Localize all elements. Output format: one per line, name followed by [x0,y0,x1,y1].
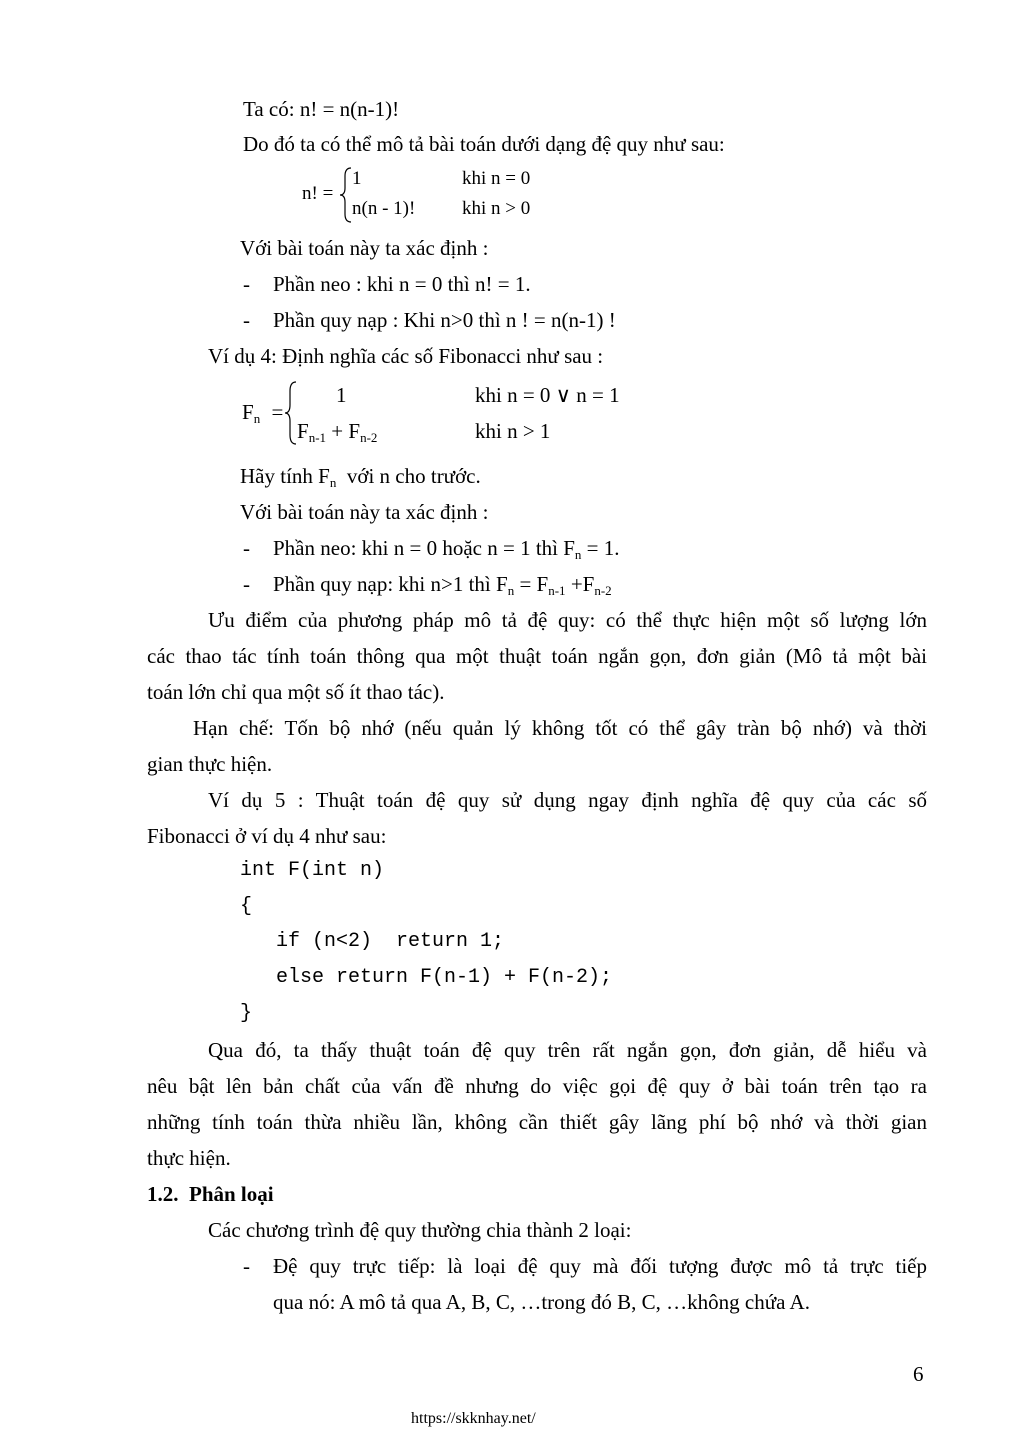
left-brace-icon [284,380,298,446]
text-line: Các chương trình đệ quy thường chia thành 2 loại: [208,1218,632,1242]
text-line: Do đó ta có thể mô tả bài toán dưới dạng đệ quy như sau: [243,132,725,156]
section-heading: 1.2. Phân loại [147,1182,274,1206]
code-line: int F(int n) [240,859,385,882]
paragraph-line: thực hiện. [147,1146,231,1170]
code-line: { [240,895,253,918]
paragraph-line: gian thực hiện. [147,752,273,776]
formula-lhs: $F_n$ = [242,400,284,426]
formula-case1-value: 1 [336,383,347,407]
code-line: if (n<2) return 1; [240,930,505,953]
paragraph-line: Hạn chế: Tốn bộ nhớ (nếu quản lý không tốt có thể gây tràn bộ nhớ) và thời [193,716,927,740]
list-dash: - [243,308,250,332]
code-line: } [240,1002,253,1025]
text-line: Với bài toán này ta xác định : [240,236,489,260]
paragraph-line: các thao tác tính toán thông qua một thuật toán ngắn gọn, đơn giản (Mô tả một bài [147,644,927,668]
formula-case2-cond: khi n > 0 [462,198,531,219]
formula-case1-cond: khi n = 0 ∨ n = 1 [475,383,620,407]
paragraph-line: toán lớn chỉ qua một số ít thao tác). [147,680,445,704]
paragraph-line: Qua đó, ta thấy thuật toán đệ quy trên rất ngắn gọn, đơn giản, dễ hiểu và [208,1038,927,1062]
list-item: Phần quy nạp : Khi n>0 thì n ! = n(n-1) ! [273,308,616,332]
text-line: Ví dụ 4: Định nghĩa các số Fibonacci như sau : [208,344,604,368]
formula-lhs: n! = [302,183,334,204]
list-item: Phần neo : khi n = 0 thì n! = 1. [273,272,531,296]
list-item: Phần neo: khi n = 0 hoặc n = 1 thì $F_n = 1$. [273,536,620,562]
list-item: Phần quy nạp: khi n>1 thì $F_n = F_{n-1} +F_{n-2}$ [273,572,612,598]
code-line: else return F(n-1) + F(n-2); [240,966,613,989]
text-line: Hãy tính $F_n$ với n cho trước. [240,464,481,490]
formula-case2-value: $F_{n-1} + F_{n-2}$ [297,419,378,445]
list-dash: - [243,1254,250,1278]
paragraph-line: Ví dụ 5 : Thuật toán đệ quy sử dụng ngay định nghĩa đệ quy của các số [208,788,927,812]
paragraph-line: những tính toán thừa nhiều lần, không cần thiết gây lãng phí bộ nhớ và thời gian [147,1110,927,1134]
paragraph-line: Ưu điểm của phương pháp mô tả đệ quy: có thể thực hiện một số lượng lớn [208,608,927,632]
list-dash: - [243,272,250,296]
list-dash: - [243,572,250,596]
paragraph-line: Fibonacci ở ví dụ 4 như sau: [147,824,387,848]
text-line: Ta có: n! = n(n-1)! [243,97,400,121]
list-item: Đệ quy trực tiếp: là loại đệ quy mà đối tượng được mô tả trực tiếp [273,1254,927,1278]
list-item-continuation: qua nó: A mô tả qua A, B, C, …trong đó B, C, …không chứa A. [273,1290,810,1314]
page-number: 6 [913,1362,924,1386]
left-brace-icon [339,166,353,224]
text-line: Với bài toán này ta xác định : [240,500,489,524]
list-dash: - [243,536,250,560]
formula-case1-cond: khi n = 0 [462,168,531,189]
footer-url: https://skknhay.net/ [411,1410,536,1427]
formula-case2-cond: khi n > 1 [475,419,551,443]
paragraph-line: nêu bật lên bản chất của vấn đề nhưng do việc gọi đệ quy ở bài toán trên tạo ra [147,1074,927,1098]
formula-case1-value: 1 [352,168,362,189]
formula-case2-value: n(n - 1)! [352,198,416,219]
